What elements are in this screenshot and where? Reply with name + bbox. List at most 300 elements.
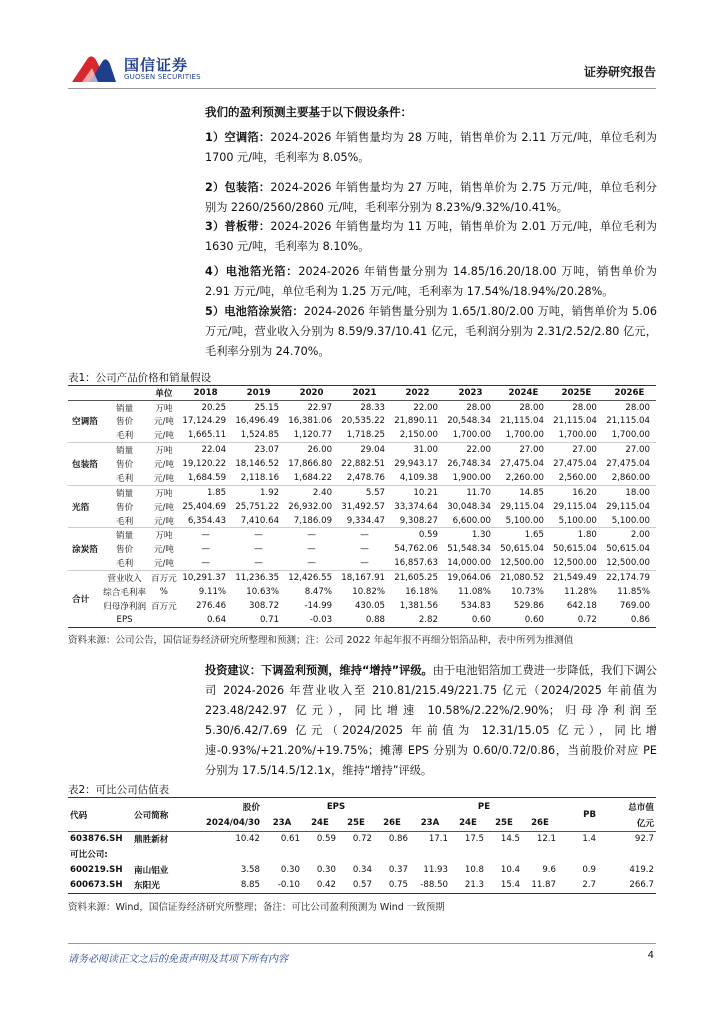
row-unit: 元/吨 xyxy=(153,460,174,471)
row-item: 销量 xyxy=(115,403,134,414)
page-number: 4 xyxy=(647,950,654,961)
value-cell: 1,524.85 xyxy=(240,430,280,441)
value-cell: 50,615.04 xyxy=(606,544,650,555)
table2-title: 表2：可比公司估值表 xyxy=(68,784,170,796)
value-cell: 1,381.56 xyxy=(399,600,438,611)
assumption-4 xyxy=(205,262,657,302)
value-cell: 22.00 xyxy=(413,402,438,413)
pe-cell xyxy=(410,847,450,863)
row-unit: 元/吨 xyxy=(153,473,174,484)
price-date: 2024/04/30 xyxy=(205,817,260,828)
value-cell: 27.00 xyxy=(550,443,603,457)
stock-code: 可比公司: xyxy=(70,850,108,861)
value-cell: 12,426.55 xyxy=(285,570,338,584)
value-cell: 54,762.06 xyxy=(394,544,438,555)
value-cell: 2,478.76 xyxy=(346,472,386,483)
value-cell: 11.08% xyxy=(458,586,491,597)
price-cell: 10.42 xyxy=(235,834,260,844)
table-row xyxy=(68,570,656,584)
investment-advice xyxy=(205,661,657,781)
eps-cell: 0.42 xyxy=(316,880,336,890)
table-row xyxy=(68,599,656,613)
value-cell: 22,174.79 xyxy=(603,570,656,584)
value-cell: 17,866.80 xyxy=(288,459,333,470)
value-cell: 28.00 xyxy=(519,402,544,413)
value-cell: 29.04 xyxy=(338,443,391,457)
row-unit: 元/吨 xyxy=(153,431,174,442)
value-cell: 9.11% xyxy=(198,586,227,597)
table-row xyxy=(68,585,656,599)
pe-cell: 10.4 xyxy=(500,864,520,875)
eps-cell xyxy=(262,847,302,863)
value-cell: 5,100.00 xyxy=(611,515,650,526)
pe-cell: 15.4 xyxy=(500,880,520,890)
value-cell: — xyxy=(307,544,316,555)
pe-year-header: 25E xyxy=(495,817,513,828)
row-item: 销量 xyxy=(101,528,149,542)
row-item: 毛利 xyxy=(115,431,134,442)
pe-year-header: 26E xyxy=(531,817,549,828)
table-row xyxy=(68,862,656,878)
row-unit: 元/吨 xyxy=(153,502,174,513)
value-cell: 2.00 xyxy=(603,528,656,542)
value-cell: 0.71 xyxy=(259,614,280,625)
row-unit: 万吨 xyxy=(155,403,173,414)
assumption-text: 2024-2026 年销售量均为 28 万吨，销售单价为 2.11 万元/吨，单位毛利为 1700 元/吨，毛利率为 8.05%。 xyxy=(205,131,657,164)
pe-cell: 11.87 xyxy=(531,880,556,890)
assumption-title: 5）电池箔涂炭箔： xyxy=(205,305,304,318)
row-item: 售价 xyxy=(115,417,134,428)
table1-source: 资料来源：公司公告，国信证券经济研究所整理和预测；注：公司 2022 年起年报不再细分铝箔品种，表中所列为推测值 xyxy=(68,635,574,646)
value-cell: — xyxy=(201,544,210,555)
stock-code: 600673.SH xyxy=(70,880,123,890)
pe-cell: 17.1 xyxy=(428,834,448,844)
table1-title: 表1：公司产品价格和销量假设 xyxy=(68,372,212,384)
value-cell: 21,115.04 xyxy=(553,416,597,427)
mcap-cell: 92.7 xyxy=(634,834,654,844)
pe-cell: 12.1 xyxy=(536,834,556,844)
row-unit: 万吨 xyxy=(149,443,180,457)
price-volume-table xyxy=(68,386,656,628)
table1-header-cell: 单位 xyxy=(149,386,180,400)
value-cell: 51,548.34 xyxy=(447,544,491,555)
value-cell: 1,700.00 xyxy=(505,430,544,441)
table1-header-cell: 2025E xyxy=(550,386,603,400)
table1-header-cell xyxy=(68,386,101,400)
footer-divider xyxy=(68,943,656,944)
table-row xyxy=(68,556,656,570)
value-cell: 19,120.22 xyxy=(182,459,227,470)
value-cell: 1,718.25 xyxy=(346,430,386,441)
value-cell: 19,064.06 xyxy=(444,570,497,584)
report-type: 证券研究报告 xyxy=(583,65,656,79)
value-cell: 21,549.49 xyxy=(550,570,603,584)
row-unit: 元/吨 xyxy=(153,516,174,527)
value-cell: 16.20 xyxy=(550,485,603,499)
group-label: 包装箔 xyxy=(68,443,101,486)
assumption-2 xyxy=(205,178,657,218)
value-cell: 6,354.43 xyxy=(187,515,227,526)
pe-year-header: 23A xyxy=(420,817,440,828)
eps-cell: 0.86 xyxy=(388,834,408,844)
value-cell: 20,548.34 xyxy=(447,416,491,427)
value-cell: 50,615.04 xyxy=(500,544,544,555)
value-cell: 769.00 xyxy=(619,600,650,611)
value-cell: 12,500.00 xyxy=(553,558,597,569)
value-cell: 29,943.17 xyxy=(394,459,438,470)
pe-cell: 10.8 xyxy=(464,864,484,875)
table-row xyxy=(68,500,656,514)
col-pb: PB xyxy=(583,809,596,820)
assumption-title: 4）电池箔光箔： xyxy=(205,265,299,278)
assumption-title: 2）包装箔： xyxy=(205,181,271,194)
disclaimer-note: 请务必阅读正文之后的免责声明及其项下所有内容 xyxy=(68,954,288,965)
pe-year-header: 24E xyxy=(459,817,477,828)
value-cell: 0.88 xyxy=(365,614,386,625)
value-cell: — xyxy=(285,528,338,542)
value-cell: 5,100.00 xyxy=(505,515,544,526)
table1-header-cell: 2021 xyxy=(338,386,391,400)
value-cell: 1,700.00 xyxy=(452,430,491,441)
value-cell: 10.73% xyxy=(511,586,544,597)
table-row xyxy=(68,414,656,428)
value-cell: 11.70 xyxy=(444,485,497,499)
value-cell: 28.00 xyxy=(466,402,491,413)
price-cell xyxy=(200,847,262,863)
eps-cell xyxy=(302,847,338,863)
value-cell: 28.33 xyxy=(360,402,386,413)
value-cell: 21,115.04 xyxy=(500,416,544,427)
value-cell: — xyxy=(360,558,369,569)
value-cell: 27.00 xyxy=(497,443,550,457)
value-cell: 18,167.91 xyxy=(338,570,391,584)
table1-header-cell: 2026E xyxy=(603,386,656,400)
mcap-cell: 266.7 xyxy=(629,880,654,890)
company-name: 南山铝业 xyxy=(134,865,169,876)
assumption-text: 2024-2026 年销售量分别为 1.65/1.80/2.00 万吨，销售单价为 5.06 万元/吨，营业收入分别为 8.59/9.37/10.41 亿元，毛利润分别为 2.31/2.52/2.80 亿元，毛利率分别为 24.70%。 xyxy=(205,305,657,358)
value-cell: 2,150.00 xyxy=(399,430,438,441)
value-cell: 534.83 xyxy=(460,600,491,611)
value-cell: 9,334.47 xyxy=(346,515,386,526)
table-row xyxy=(68,485,656,499)
row-item: EPS xyxy=(116,614,133,625)
assumption-text: 2024-2026 年销售量均为 11 万吨，销售单价为 2.01 万元/吨，单位毛利为 1630 元/吨，毛利率为 8.10%。 xyxy=(205,220,657,253)
value-cell: 2.82 xyxy=(418,614,438,625)
group-label: 合计 xyxy=(68,570,101,627)
value-cell: 5,100.00 xyxy=(558,515,597,526)
stock-code: 603876.SH xyxy=(70,834,123,844)
group-label: 光箔 xyxy=(68,485,101,528)
col-mcap: 总市值 xyxy=(628,803,654,813)
pe-cell xyxy=(522,847,558,863)
assumption-3 xyxy=(205,217,657,257)
eps-cell xyxy=(338,847,374,863)
value-cell: 0.59 xyxy=(391,528,444,542)
value-cell: 8.47% xyxy=(304,586,333,597)
eps-cell: 0.37 xyxy=(388,864,408,875)
row-unit: 百万元 xyxy=(149,570,180,584)
assumption-1 xyxy=(205,128,657,168)
value-cell: 22.00 xyxy=(444,443,497,457)
row-item: 销量 xyxy=(101,443,149,457)
col-code: 代码 xyxy=(70,810,88,821)
value-cell: 21,080.52 xyxy=(497,570,550,584)
value-cell: 0.86 xyxy=(630,614,650,625)
col-price: 股价 xyxy=(242,803,260,813)
value-cell: 12,500.00 xyxy=(500,558,544,569)
value-cell: 10.63% xyxy=(246,586,280,597)
value-cell: 2.40 xyxy=(285,485,338,499)
value-cell: 2,860.00 xyxy=(611,472,650,483)
value-cell: 1,700.00 xyxy=(611,430,650,441)
value-cell: 29,115.04 xyxy=(606,501,650,512)
value-cell: 25.15 xyxy=(254,402,280,413)
value-cell: — xyxy=(307,558,316,569)
value-cell: 18,146.52 xyxy=(235,459,280,470)
eps-cell xyxy=(374,847,410,863)
value-cell: 21,890.11 xyxy=(394,416,438,427)
row-item: 综合毛利率 xyxy=(103,587,147,598)
value-cell: -0.03 xyxy=(309,614,333,625)
mcap-unit: 亿元 xyxy=(636,818,654,829)
row-item: 毛利 xyxy=(115,516,134,527)
value-cell: 20.25 xyxy=(201,402,227,413)
value-cell: 11,236.35 xyxy=(232,570,285,584)
table1-header-cell xyxy=(101,386,149,400)
table-row xyxy=(68,878,656,894)
value-cell: 5.57 xyxy=(338,485,391,499)
group-label: 空调箔 xyxy=(72,417,98,428)
value-cell: — xyxy=(338,528,391,542)
value-cell: 27.00 xyxy=(603,443,656,457)
row-item: 售价 xyxy=(115,460,134,471)
value-cell: 28.00 xyxy=(625,402,650,413)
row-item: 售价 xyxy=(115,545,134,556)
value-cell: 16,496.49 xyxy=(235,416,280,427)
value-cell: 27,475.04 xyxy=(606,459,650,470)
table-row xyxy=(68,847,656,863)
pe-cell: -88.50 xyxy=(420,880,448,890)
table-row xyxy=(68,400,656,414)
guosen-logo xyxy=(70,52,210,86)
pe-cell: 21.3 xyxy=(464,880,484,890)
value-cell: 11.28% xyxy=(564,586,597,597)
value-cell: 0.60 xyxy=(471,614,491,625)
value-cell: 2,118.16 xyxy=(240,472,280,483)
value-cell: 22.04 xyxy=(179,443,232,457)
mcap-cell xyxy=(598,847,656,863)
row-item: 毛利 xyxy=(115,473,134,484)
value-cell: 26.00 xyxy=(285,443,338,457)
value-cell: 29,115.04 xyxy=(553,501,597,512)
value-cell: 18.00 xyxy=(603,485,656,499)
eps-cell: 0.30 xyxy=(280,864,300,875)
pe-cell: 11.93 xyxy=(423,864,448,875)
pb-cell xyxy=(558,847,598,863)
row-unit: 元/吨 xyxy=(153,545,174,556)
value-cell: 10.82% xyxy=(352,586,386,597)
value-cell: 529.86 xyxy=(513,600,544,611)
company-name xyxy=(132,847,200,863)
value-cell: 16,857.63 xyxy=(394,558,438,569)
advice-title: 投资建议：下调盈利预测，维持“增持”评级。 xyxy=(205,664,433,677)
value-cell: 50,615.04 xyxy=(553,544,597,555)
assumption-title: 3）普板带： xyxy=(205,220,271,233)
pb-cell: 2.7 xyxy=(582,880,596,890)
value-cell: 430.05 xyxy=(354,600,386,611)
logo-text-en: GUOSEN SECURITIES xyxy=(124,73,201,81)
value-cell: 2,560.00 xyxy=(558,472,597,483)
value-cell: 1.80 xyxy=(550,528,603,542)
value-cell: 23.07 xyxy=(232,443,285,457)
value-cell: 27,475.04 xyxy=(553,459,597,470)
table2-source: 资料来源：Wind，国信证券经济研究所整理；备注：可比公司盈利预测为 Wind 一致预期 xyxy=(68,902,445,913)
value-cell: 10,291.37 xyxy=(179,570,232,584)
eps-cell: 0.75 xyxy=(388,880,408,890)
value-cell: 21,115.04 xyxy=(606,416,650,427)
eps-cell: 0.30 xyxy=(316,864,336,875)
table-row xyxy=(68,443,656,457)
value-cell: 276.46 xyxy=(196,600,227,611)
header-divider xyxy=(68,88,656,89)
value-cell: 1,900.00 xyxy=(452,472,491,483)
table-row xyxy=(68,471,656,485)
pe-cell: 9.6 xyxy=(542,864,556,875)
eps-year-header: 24E xyxy=(311,817,329,828)
value-cell: 26,932.00 xyxy=(288,501,333,512)
eps-cell: 0.61 xyxy=(280,834,300,844)
value-cell: 29,115.04 xyxy=(500,501,544,512)
assumption-text: 2024-2026 年销售量均为 27 万吨，销售单价为 2.75 万元/吨，单位毛利分别为 2260/2560/2860 元/吨，毛利率分别为 8.23%/9.32%/10.41%。 xyxy=(205,181,657,214)
pe-cell xyxy=(450,847,486,863)
pe-cell: 17.5 xyxy=(464,834,484,844)
row-unit: 万吨 xyxy=(149,485,180,499)
stock-code: 600219.SH xyxy=(70,864,123,875)
row-unit: 百万元 xyxy=(150,601,177,612)
value-cell: 20,535.22 xyxy=(341,416,386,427)
value-cell: 1,120.77 xyxy=(293,430,333,441)
value-cell: 14,000.00 xyxy=(447,558,491,569)
value-cell: — xyxy=(232,528,285,542)
company-name: 鼎胜新材 xyxy=(134,835,169,845)
assumption-title: 1）空调箔： xyxy=(205,131,271,144)
table1-header-cell: 2018 xyxy=(179,386,232,400)
table-row xyxy=(68,457,656,471)
row-item: 售价 xyxy=(115,502,134,513)
value-cell: 21,605.25 xyxy=(391,570,444,584)
row-unit: 元/吨 xyxy=(153,417,174,428)
table1-header-cell: 2019 xyxy=(232,386,285,400)
table2-top-rule xyxy=(68,797,656,798)
value-cell: 308.72 xyxy=(249,600,280,611)
table-row xyxy=(68,514,656,528)
value-cell: 17,124.29 xyxy=(182,416,227,427)
price-cell: 3.58 xyxy=(240,864,260,875)
price-cell: 8.85 xyxy=(240,880,260,890)
value-cell: 1.65 xyxy=(497,528,550,542)
row-item: 毛利 xyxy=(115,559,134,570)
value-cell: 12,500.00 xyxy=(606,558,650,569)
value-cell: 1,700.00 xyxy=(558,430,597,441)
table1-header-cell: 2024E xyxy=(497,386,550,400)
eps-cell: 0.34 xyxy=(352,864,372,875)
value-cell: 31.00 xyxy=(391,443,444,457)
value-cell: 22.97 xyxy=(307,402,333,413)
table1-header-cell: 2023 xyxy=(444,386,497,400)
row-item: 营业收入 xyxy=(101,570,149,584)
eps-cell: -0.10 xyxy=(277,880,300,890)
value-cell: 1,665.11 xyxy=(187,430,227,441)
valuation-table xyxy=(68,799,656,894)
table1-header-cell: 2022 xyxy=(391,386,444,400)
value-cell: -14.99 xyxy=(304,600,333,611)
value-cell: 0.60 xyxy=(524,614,544,625)
col-eps: EPS xyxy=(326,802,346,812)
table-row xyxy=(68,831,656,847)
value-cell: 2,260.00 xyxy=(505,472,544,483)
value-cell: 14.85 xyxy=(497,485,550,499)
assumption-5 xyxy=(205,302,657,362)
value-cell: 30,048.34 xyxy=(447,501,491,512)
value-cell: 31,492.57 xyxy=(341,501,386,512)
logo-text-cn: 国信证券 xyxy=(124,56,189,74)
row-unit xyxy=(149,613,180,627)
row-unit: 元/吨 xyxy=(153,559,174,570)
value-cell: 25,404.69 xyxy=(182,501,227,512)
value-cell: 7,410.64 xyxy=(240,515,280,526)
value-cell: 0.64 xyxy=(206,614,227,625)
table-row xyxy=(68,613,656,627)
guosen-logo-icon xyxy=(70,52,118,84)
row-unit: % xyxy=(159,586,168,597)
value-cell: 6,600.00 xyxy=(452,515,491,526)
group-label: 涂炭箔 xyxy=(68,528,101,571)
value-cell: 1,684.22 xyxy=(293,472,333,483)
col-name: 公司简称 xyxy=(134,810,169,821)
value-cell: 33,374.64 xyxy=(394,501,438,512)
value-cell: 16,381.06 xyxy=(288,416,333,427)
value-cell: — xyxy=(360,544,369,555)
page-header xyxy=(0,0,724,90)
value-cell: — xyxy=(254,544,263,555)
value-cell: 1.92 xyxy=(232,485,285,499)
value-cell: 16.18% xyxy=(405,586,438,597)
value-cell: — xyxy=(179,528,232,542)
value-cell: 11.85% xyxy=(617,586,650,597)
eps-cell: 0.72 xyxy=(352,834,372,844)
value-cell: 28.00 xyxy=(572,402,597,413)
table1-header-cell: 2020 xyxy=(285,386,338,400)
table-row xyxy=(68,542,656,556)
eps-year-header: 23A xyxy=(272,817,292,828)
value-cell: 0.72 xyxy=(577,614,597,625)
table-row xyxy=(68,429,656,443)
value-cell: — xyxy=(254,558,263,569)
value-cell: 4,109.38 xyxy=(399,472,438,483)
pe-cell xyxy=(486,847,522,863)
value-cell: 1.85 xyxy=(179,485,232,499)
advice-text: 由于电池铝箔加工费进一步降低，我们下调公司 2024-2026 年营业收入至 210.81/215.49/221.75 亿元（2024/2025 年前值为 223.48/242.97 亿元），同比增速 10.58%/2.22%/2.90%；归母净利润至 5.30/6.42/7.69 亿元（2024/2025 年前值为 12.31/15.05 亿元），同比增速-0.93%/+21.20%/+19.75%；摊薄 EPS 分别为 0.60/0.72/0.86，当前股价对应 PE 分别为 17.5/14.5/12.1x，维持“增持”评级。 xyxy=(205,664,657,777)
pb-cell: 1.4 xyxy=(582,834,596,844)
row-item: 归母净利润 xyxy=(103,601,147,612)
value-cell: 1,684.59 xyxy=(187,472,227,483)
pb-cell: 0.9 xyxy=(582,864,596,875)
table-row xyxy=(68,528,656,542)
eps-cell: 0.59 xyxy=(316,834,336,844)
company-name: 东阳光 xyxy=(134,881,160,891)
assumption-text: 2024-2026 年销售量分别为 14.85/16.20/18.00 万吨，销售单价为 2.91 万元/吨，单位毛利为 1.25 万元/吨，毛利率为 17.54%/18.94%/20.28%。 xyxy=(205,265,657,298)
eps-year-header: 25E xyxy=(347,817,365,828)
